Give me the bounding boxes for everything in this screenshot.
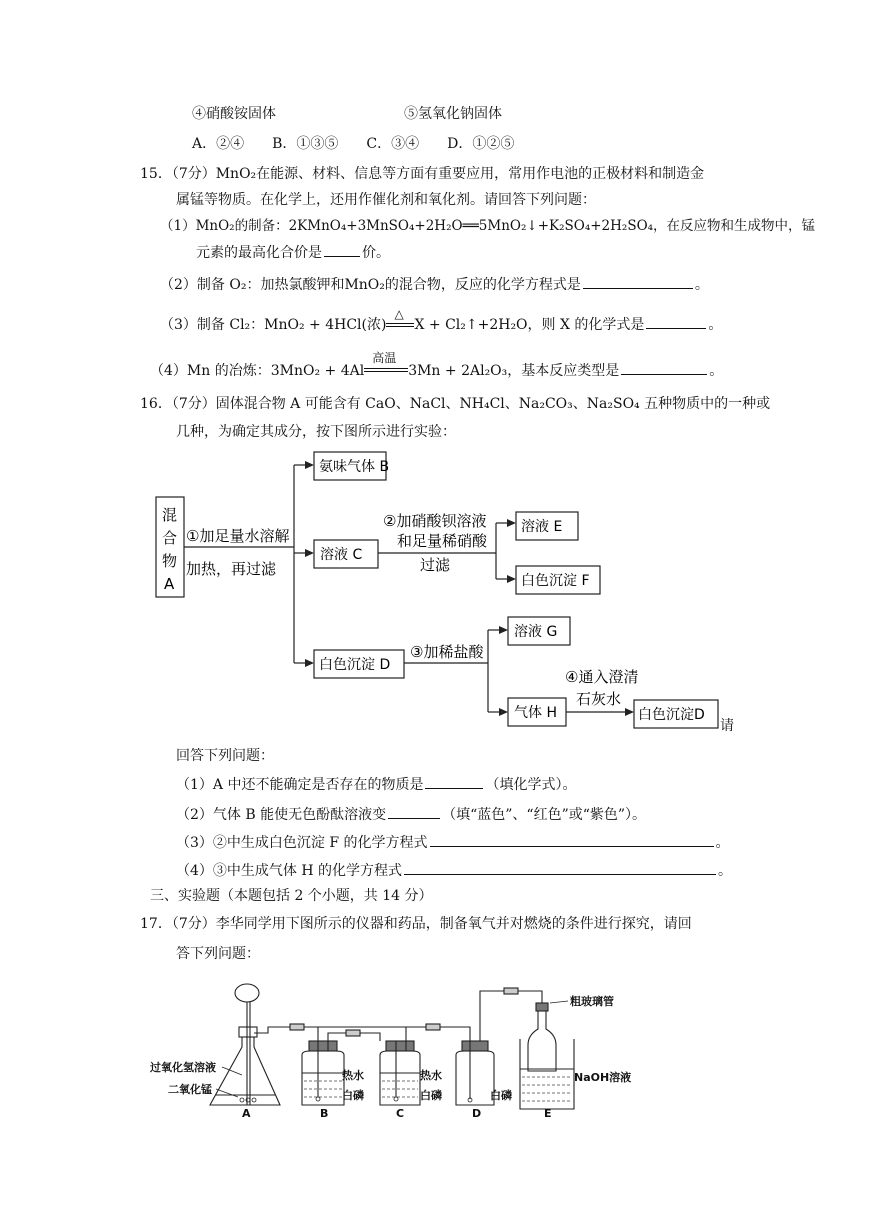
q14-choices: A．②④ B．①③⑤ C．③④ D．①②⑤	[192, 136, 515, 152]
label-a: A	[242, 1107, 251, 1120]
q15-part4: （4）Mn 的冶炼：3MnO₂ + 4Al 高温 3Mn + 2Al₂O₃，基本反应类型是 。	[150, 360, 723, 381]
q17-stem-line1: 17．（7分）李华同学用下图所示的仪器和药品，制备氧气并对燃烧的条件进行探究，请回	[140, 916, 692, 932]
answer-blank[interactable]	[388, 804, 440, 819]
q15-stem-line1: 15．（7分）MnO₂在能源、材料、信息等方面有重要应用，常用作电池的正极材料和制造金	[140, 166, 705, 182]
stopper-b	[309, 1041, 337, 1051]
q15-part2: （2）制备 O₂：加热氯酸钾和MnO₂的混合物，反应的化学方程式是 。	[160, 274, 709, 295]
gas-h-label: 气体 H	[514, 705, 557, 721]
q16-part4: （4）③中生成气体 H 的化学方程式 。	[176, 860, 732, 881]
step1-sub-label: 加热，再过滤	[186, 560, 277, 578]
precip-f-label: 白色沉淀 F	[521, 573, 590, 589]
step4-label: 石灰水	[576, 690, 622, 708]
q16-part2: （2）气体 B 能使无色酚酞溶液变 （填“蓝色”、“红色”或“紫色”）。	[176, 804, 646, 825]
precip-d2-label: 白色沉淀D	[638, 707, 705, 723]
mixture-char: 混	[162, 506, 178, 524]
mixture-char: 合	[162, 529, 178, 547]
step2-label: 过滤	[420, 556, 451, 574]
q15-part1-cont: 元素的最高化合价是 价。	[196, 242, 390, 263]
precip-d-label: 白色沉淀 D	[319, 657, 391, 673]
solution-e-label: 溶液 E	[521, 519, 563, 535]
label-naoh: NaOH溶液	[574, 1071, 632, 1084]
heat-condition: △	[394, 307, 404, 321]
q17-apparatus-diagram	[150, 975, 670, 1120]
q15-part1: （1）MnO₂的制备：2KMnO₄+3MnSO₄+2H₂O══5MnO₂↓+K₂SO₄+2H₂SO₄，在反应物和生成物中，锰	[160, 218, 816, 234]
gas-b-label: 氨味气体 B	[319, 459, 390, 475]
label-glass-tube: 粗玻璃管	[570, 995, 614, 1008]
stopper-d	[462, 1041, 488, 1051]
step2-label: 和足量稀硝酸	[397, 532, 488, 550]
mixture-char: 物	[162, 552, 178, 570]
label-c: C	[396, 1107, 405, 1120]
funnel-bulb	[235, 984, 259, 1002]
label-white-p-b: 白磷	[342, 1089, 364, 1102]
label-b: B	[320, 1107, 329, 1120]
label-d: D	[472, 1107, 482, 1120]
label-h2o2: 过氧化氢溶液	[150, 1061, 216, 1074]
label-hot-water-b: 热水	[342, 1069, 364, 1082]
step2-label: ②加硝酸钡溶液	[383, 512, 487, 530]
solution-c-label: 溶液 C	[320, 547, 363, 563]
mixture-char: A	[164, 575, 175, 593]
stopper-c	[386, 1041, 414, 1051]
step4-label: ④通入澄清	[565, 668, 639, 686]
bottle-d	[456, 1051, 494, 1105]
q16-part3: （3）②中生成白色沉淀 F 的化学方程式 。	[176, 832, 730, 853]
label-white-p-d: 白磷	[490, 1089, 512, 1102]
step1-label: ①加足量水溶解	[186, 527, 290, 545]
q17-stem-line2: 答下列问题：	[176, 946, 260, 962]
q14-option-4: ④硝酸铵固体	[192, 106, 276, 122]
q15-part3: （3）制备 Cl₂：MnO₂ + 4HCl(浓) △ X + Cl₂↑+2H₂O，则 X 的化学式是 。	[160, 314, 722, 335]
high-temp-condition: 高温	[372, 351, 397, 365]
answer-blank[interactable]	[430, 832, 714, 847]
q16-stem-line1: 16．（7分）固体混合物 A 可能含有 CaO、NaCl、NH₄Cl、Na₂CO₃、Na₂SO₄ 五种物质中的一种或	[140, 396, 771, 412]
bottle-b	[302, 1051, 344, 1105]
solution-g-label: 溶液 G	[514, 624, 558, 640]
label-e: E	[544, 1107, 552, 1120]
step3-label: ③加稀盐酸	[410, 643, 484, 661]
section-3-heading: 三、实验题（本题包括 2 个小题，共 14 分）	[150, 888, 433, 904]
q15-stem-line2: 属锰等物质。在化学上，还用作催化剂和氧化剂。请回答下列问题：	[176, 192, 596, 208]
q16-stem-line2: 几种，为确定其成分，按下图所示进行实验：	[176, 424, 456, 440]
answer-blank[interactable]	[404, 860, 716, 875]
please-text: 请	[720, 718, 734, 734]
coarse-glass-tube	[528, 1011, 556, 1071]
label-white-p-c: 白磷	[420, 1089, 442, 1102]
label-mno2: 二氧化锰	[168, 1083, 212, 1096]
answer-blank[interactable]	[425, 774, 483, 789]
q16-answer-intro: 回答下列问题：	[176, 748, 274, 764]
label-hot-water-c: 热水	[420, 1069, 442, 1082]
q14-option-5: ⑤氢氧化钠固体	[404, 106, 502, 122]
q16-part1: （1）A 中还不能确定是否存在的物质是 （填化学式）。	[176, 774, 576, 795]
